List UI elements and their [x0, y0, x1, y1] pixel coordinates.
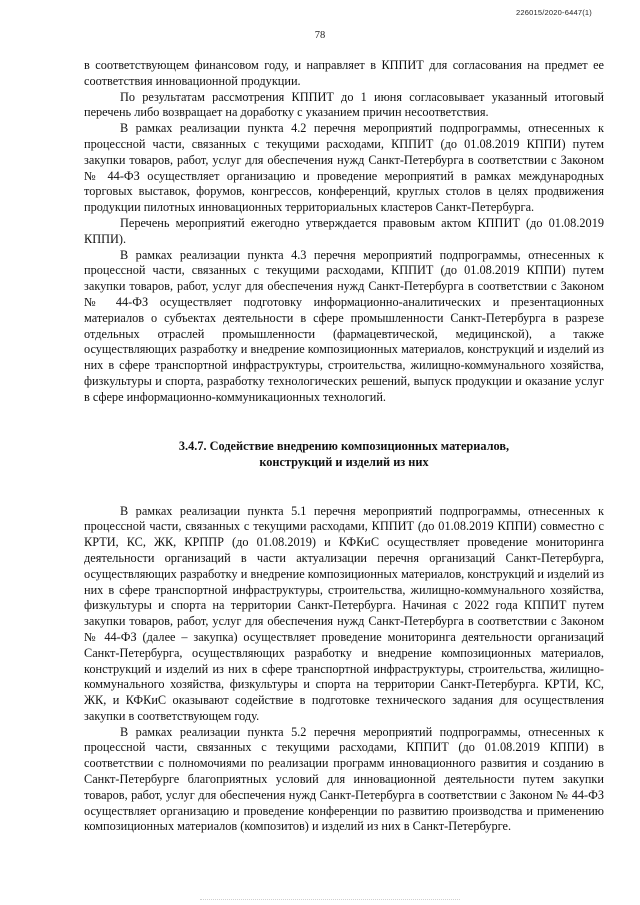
paragraph: В рамках реализации пункта 4.3 перечня мероприятий подпрограммы, отнесенных к процессной части, связанных с текущими расходами, КППИТ (до 01.08.2019 КППИ) путем закупки товаров, работ, услуг для обеспечения нужд Санкт-Петербурга в соответствии с Законом № 44-ФЗ осуществляет подготовку информационно-аналитических и презентационных материалов о субъектах деятельности в сфере промышленности Санкт-Петербурга в разрезе отдельных отраслей промышленности (фармацевтической, медицинской), а также осуществляющих разработку и внедрение композиционных материалов, конструкций и изделий из них в сфере транспортной инфраструктуры, строительства, жилищно-коммунального хозяйства, физкультуры и спорта, разработку технологических решений, выпуск продукции и оказание услуг в сфере информационно-коммуникационных технологий.: [84, 247, 604, 404]
paragraph: В рамках реализации пункта 5.1 перечня мероприятий подпрограммы, отнесенных к процессной части, связанных с текущими расходами, КППИТ (до 01.08.2019 КППИ) совместно с КРТИ, КС, ЖК, КРППР (до 01.08.2019) и КФКиС осуществляет проведение мониторинга деятельности организаций в части актуализации перечня организаций Санкт-Петербурга, осуществляющих разработку и внедрение композиционных материалов, конструкций и изделий из них в сфере транспортной инфраструктуры, строительства, жилищно-коммунального хозяйства, физкультуры и спорта на территории Санкт-Петербурга. Начиная с 2022 года КППИТ путем закупки товаров, работ, услуг для обеспечения нужд Санкт-Петербурга в соответствии с Законом № 44-ФЗ (далее – закупка) осуществляет проведение мониторинга деятельности организаций Санкт-Петербурга, осуществляющих разработку и внедрение композиционных материалов, конструкций и изделий из них в сфере транспортной инфраструктуры, строительства, жилищно-коммунального хозяйства, физкультуры и спорта на территории Санкт-Петербурга. КРТИ, КС, ЖК, и КФКиС оказывают содействие в подготовке технического задания для осуществления закупки в соответствующем году.: [84, 503, 604, 723]
paragraph: В рамках реализации пункта 5.2 перечня мероприятий подпрограммы, отнесенных к процессной части, связанных с текущими расходами, КППИТ (до 01.08.2019 КППИ) в соответствии с полномочиями по реализации программ инновационного развития и созданию в Санкт-Петербурге благоприятных условий для инновационной деятельности путем закупки товаров, работ, услуг для обеспечения нужд Санкт-Петербурга в соответствии с Законом № 44-ФЗ осуществляет организацию и проведение конференции по развитию производства и применению композиционных материалов (композитов) и изделий из них в Санкт-Петербурге.: [84, 724, 604, 834]
section-heading: [84, 438, 604, 470]
section-heading-line: конструкций и изделий из них: [259, 454, 429, 469]
document-body: [84, 58, 604, 835]
paragraph: По результатам рассмотрения КППИТ до 1 июня согласовывает указанный итоговый перечень либо возвращает на доработку с указанием причин несоответствия.: [84, 89, 604, 120]
paragraph: В рамках реализации пункта 4.2 перечня мероприятий подпрограммы, отнесенных к процессной части, связанных с текущими расходами, КППИТ (до 01.08.2019 КППИ) путем закупки товаров, работ, услуг для обеспечения нужд Санкт-Петербурга в соответствии с Законом № 44-ФЗ осуществляет организацию и проведение мероприятий в рамках международных торговых выставок, форумов, конгрессов, конференций, круглых столов в целях продвижения продукции пилотных инновационных территориальных кластеров Санкт-Петербурга.: [84, 121, 604, 215]
paragraph: Перечень мероприятий ежегодно утверждается правовым актом КППИТ (до 01.08.2019 КППИ).: [84, 215, 604, 246]
page-number: 78: [314, 30, 326, 41]
scan-edge-marks: [200, 899, 460, 902]
paragraph: в соответствующем финансовом году, и направляет в КППИТ для согласования на предмет ее соответствия инновационной продукции.: [84, 58, 604, 88]
section-heading-line: 3.4.7. Содействие внедрению композиционных материалов,: [178, 438, 510, 453]
document-number: 226015/2020-6447(1): [516, 8, 592, 17]
